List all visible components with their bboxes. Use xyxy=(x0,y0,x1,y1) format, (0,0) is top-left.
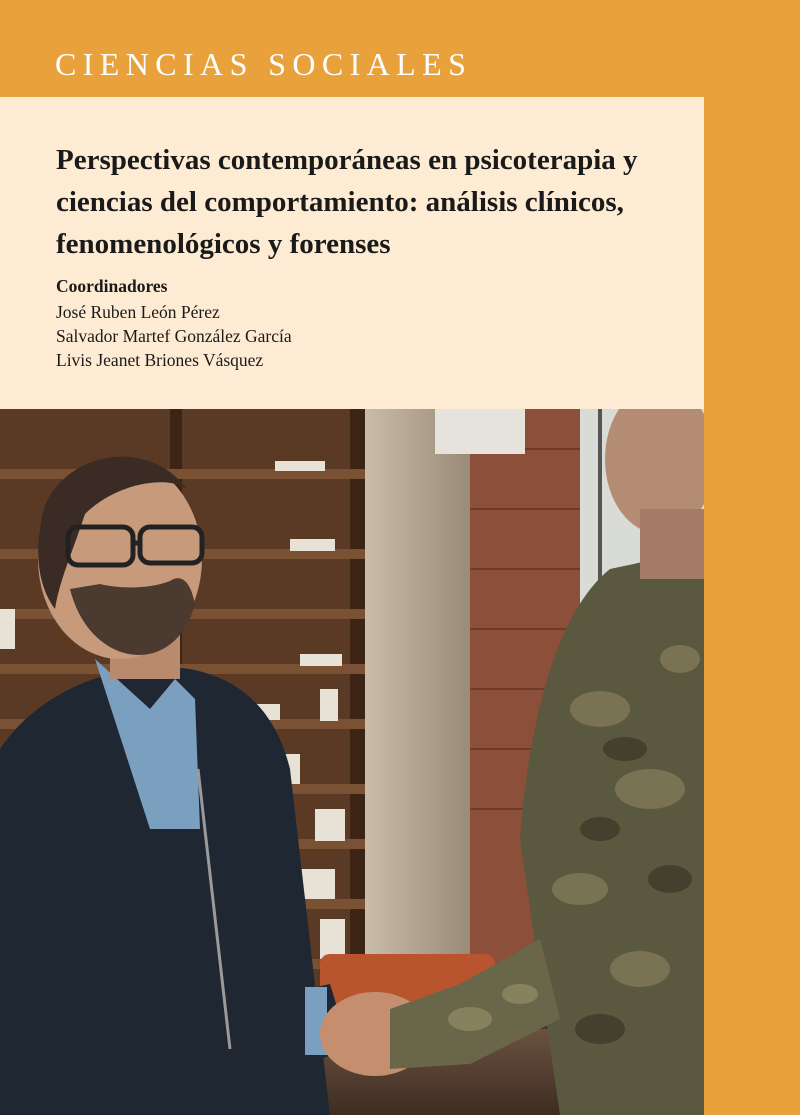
coordinators-heading: Coordinadores xyxy=(56,276,168,296)
title-panel xyxy=(0,97,704,409)
coordinator-name: Livis Jeanet Briones Vásquez xyxy=(56,350,264,370)
air-conditioner xyxy=(435,409,525,454)
handshake-photo-illustration xyxy=(0,409,704,1115)
coordinator-name: José Ruben León Pérez xyxy=(56,302,220,322)
cover-photo xyxy=(0,409,704,1115)
wall xyxy=(365,409,470,1009)
coordinator-name: Salvador Martef González García xyxy=(56,326,292,346)
coordinators-list xyxy=(56,300,292,372)
book-title: Perspectivas contemporáneas en psicoterapia y ciencias del comportamiento: análisis clínicos, fenomenológicos y forenses xyxy=(56,144,638,260)
series-label: CIENCIAS SOCIALES xyxy=(55,46,473,82)
series-band xyxy=(0,0,800,97)
